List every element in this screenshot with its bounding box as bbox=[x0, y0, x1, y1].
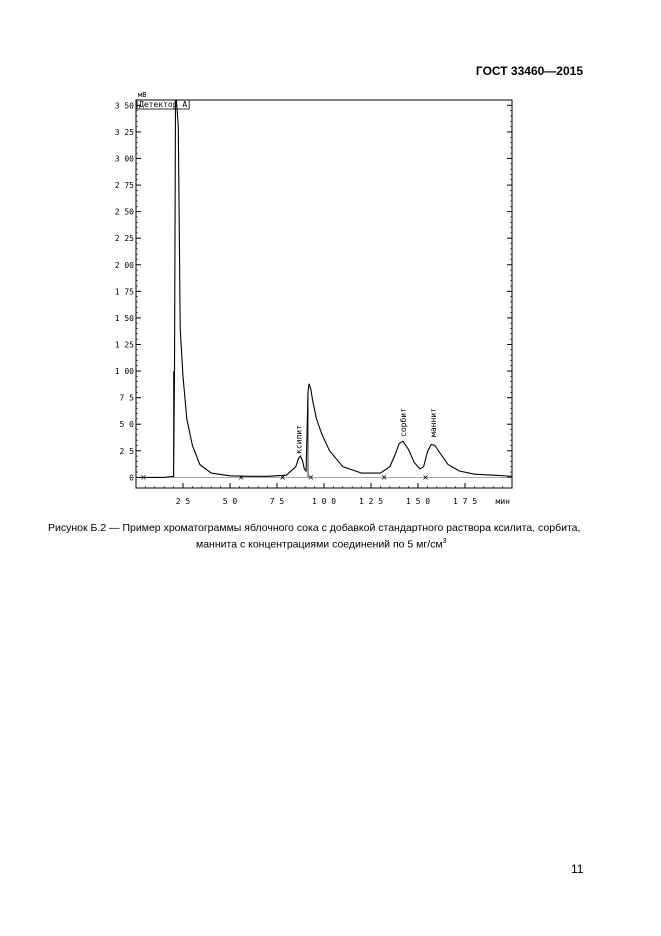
y-tick-label: 1 00 bbox=[114, 367, 134, 377]
x-tick-label: 1 7 5 bbox=[452, 497, 478, 506]
y-tick-label: 3 50 bbox=[114, 101, 134, 111]
y-tick-label: 2 5 bbox=[119, 446, 134, 456]
caption-line-2 bbox=[196, 535, 661, 552]
chromatogram-trace bbox=[140, 100, 512, 477]
peak-label: маннит bbox=[429, 408, 439, 437]
document-code: ГОСТ 33460—2015 bbox=[475, 64, 583, 78]
chromatogram-chart bbox=[114, 88, 520, 506]
y-tick-label: 2 75 bbox=[114, 181, 134, 191]
x-tick-label: 1 0 0 bbox=[311, 497, 337, 506]
caption-line-2-text: маннита с концентрациями соединений по 5 мг/см bbox=[196, 538, 443, 551]
x-tick-label: 1 2 5 bbox=[358, 497, 384, 506]
y-tick-label: 2 25 bbox=[114, 234, 134, 244]
caption-line-1: Рисунок Б.2 — Пример хроматограммы яблочного сока с добавкой стандартного раствора ксилита, сорбита, bbox=[48, 522, 581, 534]
y-tick-label: 3 25 bbox=[114, 127, 134, 137]
x-tick-label: 2 5 bbox=[175, 497, 191, 506]
page-number: 11 bbox=[571, 862, 584, 876]
x-tick-label: 5 0 bbox=[222, 497, 238, 506]
y-tick-label: 0 bbox=[129, 473, 134, 483]
y-tick-label: 7 5 bbox=[119, 393, 134, 403]
y-tick-label: 2 00 bbox=[114, 260, 134, 270]
x-tick-label: 7 5 bbox=[269, 497, 285, 506]
y-tick-label: 3 00 bbox=[114, 154, 134, 164]
y-tick-label: 2 50 bbox=[114, 207, 134, 217]
y-unit-label: мВ bbox=[138, 91, 147, 99]
caption-superscript: 3 bbox=[442, 538, 447, 545]
peak-label: ксилит bbox=[294, 425, 304, 454]
y-tick-label: 1 75 bbox=[114, 287, 134, 297]
detector-legend: Детектор А bbox=[139, 100, 188, 109]
y-tick-label: 1 25 bbox=[114, 340, 134, 350]
plot-frame bbox=[136, 100, 512, 488]
x-tick-label: 1 5 0 bbox=[405, 497, 431, 506]
x-unit-label: мин bbox=[495, 497, 510, 506]
y-tick-label: 1 50 bbox=[114, 313, 134, 323]
figure-caption bbox=[0, 522, 661, 552]
peak-label: сорбит bbox=[398, 408, 408, 437]
y-tick-label: 5 0 bbox=[119, 420, 134, 430]
